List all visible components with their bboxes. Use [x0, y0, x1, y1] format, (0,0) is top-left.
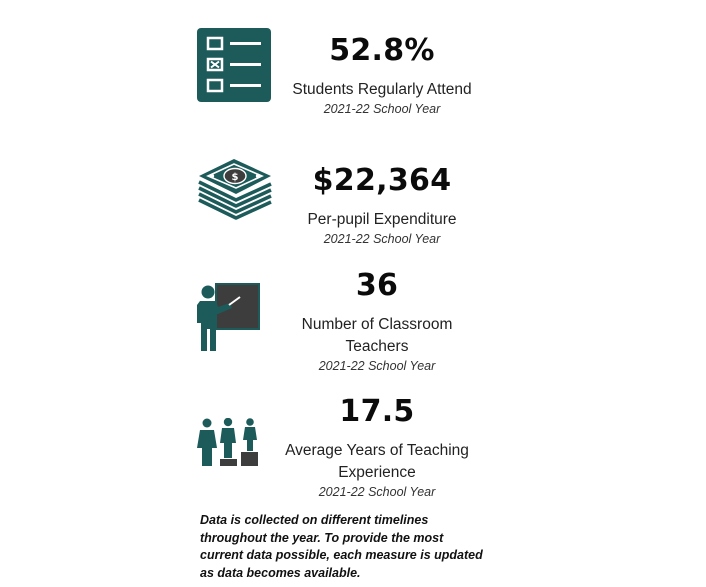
stat-year: 2021-22 School Year: [318, 485, 436, 499]
money-stack-icon: [196, 154, 274, 228]
experience-steps-icon: [196, 418, 262, 468]
stat-label: Per-pupil Expenditure: [307, 211, 457, 228]
footnote-line: as data becomes available.: [200, 565, 361, 580]
stat-label-line2: Experience: [338, 464, 416, 481]
stat-year: 2021-22 School Year: [323, 102, 441, 116]
stat-label: Students Regularly Attend: [292, 81, 472, 98]
stat-label-line1: Number of Classroom: [301, 316, 453, 333]
footnote: [200, 512, 500, 582]
stat-label-line2: Teachers: [345, 338, 409, 355]
stat-value: 36: [355, 268, 399, 303]
footnote-line: throughout the year. To provide the most: [200, 530, 444, 545]
footnote-line: current data possible, each measure is updated: [200, 548, 483, 562]
svg-text:$: $: [231, 172, 239, 183]
stat-value: $22,364: [312, 163, 452, 198]
stat-year: 2021-22 School Year: [323, 232, 441, 246]
stat-label-line1: Average Years of Teaching: [285, 442, 469, 459]
stat-value: 52.8%: [329, 33, 435, 68]
footnote-line: Data is collected on different timelines: [200, 513, 429, 527]
stat-value: 17.5: [339, 394, 415, 429]
teacher-board-icon: [196, 283, 262, 353]
stat-year: 2021-22 School Year: [318, 359, 436, 373]
checklist-icon: [197, 28, 271, 102]
